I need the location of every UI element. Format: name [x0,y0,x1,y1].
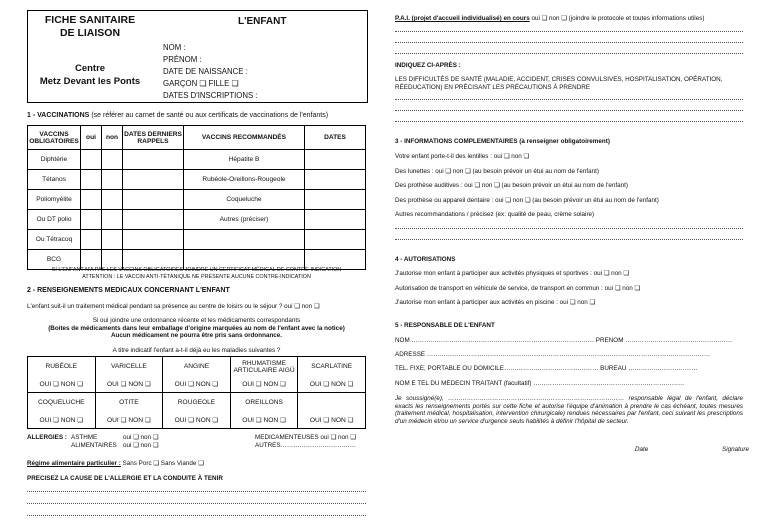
date-field[interactable] [305,170,366,190]
asthme-choice[interactable]: oui ❏ non ❏ [123,434,159,441]
disease-choice[interactable]: OUI ❏ NON ❏ [28,377,96,393]
disease-label: ROUGEOLE [163,393,231,413]
form-title [30,14,150,40]
vaccine-obligatoire: BCG [28,250,81,270]
vaccination-note-1: SI L'ENFANT N'A PAS LES VACCINS OBLIGATOIRES JOINDRE UN CERTIFICAT MÉDICAL DE CONTRE-INDICATION [51,267,342,273]
cause-title: PRECISEZ LA CAUSE DE L'ALLERGIE ET LA CONDUITE À TENIR [27,475,223,482]
allergies-alimentaires: ALIMENTAIRES [71,442,117,449]
diseases-question: A titre indicatif l'enfant a-t-il déjà eu les maladies suivantes ? [112,347,281,354]
vaccine-recommande: Rubéole-Oreillons-Rougeole [184,170,305,190]
field-inscriptions: DATES D'INSCRIPTIONS : [163,91,258,100]
col-non: non [102,126,123,150]
allergies-asthme: ASTHME [71,434,98,441]
field-naissance: DATE DE NAISSANCE : [163,67,248,76]
checkbox-oui[interactable] [81,190,102,210]
vaccine-obligatoire: Diphtérie [28,150,81,170]
allergies-autres[interactable]: AUTRES……………………………… [255,442,357,449]
col-recommandes: VACCINS RECOMMANDÉS [184,126,305,150]
vaccine-obligatoire: Ou DT polio [28,210,81,230]
disease-choice[interactable]: OUI ❏ NON ❏ [163,413,231,429]
checkbox-oui[interactable] [81,230,102,250]
cause-line[interactable] [27,503,366,504]
allergies-block [27,434,366,454]
ordonnance-line2: (Boites de médicaments dans leur emballage d'origine marquées au nom de l'enfant avec la notice) [48,324,345,332]
child-fields [163,42,257,102]
field-nom: NOM : [163,43,186,52]
checkbox-oui[interactable] [81,150,102,170]
vaccination-note-2: ATTENTION : LE VACCIN ANTI-TÉTANIQUE NE PRÉSENTE AUCUNE CONTRE-INDICATION [82,274,311,280]
disease-label: OTITE [95,393,163,413]
field-sexe: GARÇON ❏ FILLE ❏ [163,79,239,88]
pai-line [395,15,704,23]
signature-label: Signature [722,446,749,453]
col-rappels: DATES DERNIERS RAPPELS [123,126,184,150]
treatment-question: L'enfant suit-il un traitement médical pendant sa présence au centre de loisirs ou le séjour ? oui ❏ non ❏ [27,303,320,310]
info-lunettes[interactable]: Des lunettes : oui ❏ non ❏ (au besoin prévoir un étui au nom de l'enfant) [395,168,599,175]
checkbox-non[interactable] [102,190,123,210]
date-rappel-field[interactable] [123,210,184,230]
pai-options[interactable]: oui ❏ non ❏ (joindre le protocole et toutes informations utiles) [531,15,705,22]
checkbox-non[interactable] [102,150,123,170]
auth-piscine[interactable]: J'autorise mon enfant à participer aux activités en piscine : oui ❏ non ❏ [395,299,596,306]
disease-label: OREILLONS [230,393,298,413]
date-field[interactable] [305,150,366,170]
info-autres-line[interactable] [395,228,743,229]
info-lentilles[interactable]: Votre enfant porte-t-il des lentilles : oui ❏ non ❏ [395,153,530,160]
disease-choice[interactable]: OUI ❏ NON ❏ [95,377,163,393]
cause-line[interactable] [27,515,366,516]
vaccine-recommande: Hépatite B [184,150,305,170]
date-field[interactable] [305,230,366,250]
form-title-line2: DE LIAISON [59,27,121,39]
auth-activites[interactable]: J'autorise mon enfant à participer aux activités physiques et sportives : oui ❏ non ❏ [395,270,630,277]
checkbox-non[interactable] [102,170,123,190]
child-title: L'ENFANT [238,16,287,27]
date-rappel-field[interactable] [123,150,184,170]
field-prenom: PRÉNOM : [163,55,202,64]
pai-line-dots[interactable] [395,53,743,54]
centre-line1: Centre [74,63,106,74]
form-title-line1: FICHE SANITAIRE [44,14,136,26]
date-field[interactable] [305,190,366,210]
autorisations-title: 4 - AUTORISATIONS [395,256,456,263]
col-dates: DATES [305,126,366,150]
indiquez-line[interactable] [395,110,743,111]
centre-line2: Metz Devant les Ponts [39,76,141,87]
responsable-adresse[interactable]: ADRESSE ……………………………………………………………………………………………………………………… [395,351,711,358]
disease-label: ANGINE [163,357,231,377]
checkbox-oui[interactable] [81,210,102,230]
checkbox-oui[interactable] [81,170,102,190]
ordonnance-line1: Si oui joindre une ordonnance récente et les médicaments correspondants [92,317,301,324]
centre-name [30,62,150,88]
responsable-title: 5 - RESPONSABLE DE L'ENFANT [395,322,495,329]
auth-transport[interactable]: Autorisation de transport en véhicule de service, de transport en commun : oui ❏ non ❏ [395,285,641,292]
medical-title: 2 - RENSEIGNEMENTS MEDICAUX CONCERNANT L'ENFANT [27,287,230,294]
vaccine-recommande: Autres (préciser) [184,210,305,230]
date-rappel-field[interactable] [123,170,184,190]
vaccine-obligatoire: Ou Tétracoq [28,230,81,250]
responsable-tel[interactable]: TÉL. FIXE, PORTABLE OU DOMICILE……………………………………… BUREAU …………………………… [395,365,698,372]
disease-label [298,393,366,413]
info-prothese-dentaire[interactable]: Des prothèse ou appareil dentaire : oui ❏ non ❏ (au besoin prévoir un étui au nom de l'enfant) [395,197,659,204]
regime-options[interactable]: Sans Porc ❏ Sans Viande ❏ [122,460,204,467]
date-label: Date [635,446,649,453]
info-autres: Autres recommandations / précisez (ex: qualité de peau, crème solaire) [395,211,595,218]
regime-label: Régime alimentaire particulier : [27,460,121,467]
indiquez-text: LES DIFFICULTÉS DE SANTÉ (MALADIE, ACCIDENT, CRISES CONVULSIVES, HOSPITALISATION, OPÉRATION, RÉEDUCATION) EN PRÉCISANT LES PRÉCAUTIONS À PRENDRE [395,76,723,91]
disease-choice[interactable]: OUI ❏ NON ❏ [230,413,298,429]
disease-choice[interactable]: OUI ❏ NON ❏ [95,413,163,429]
disease-label: SCARLATINE [298,357,366,377]
indiquez-line[interactable] [395,99,743,100]
checkbox-non[interactable] [102,230,123,250]
date-rappel-field[interactable] [123,190,184,210]
vaccine-recommande [184,230,305,250]
disease-choice[interactable]: OUI ❏ NON ❏ [163,377,231,393]
indiquez-title: INDIQUEZ CI-APRÈS : [395,62,461,69]
col-obligatoires: VACCINS OBLIGATOIRES [28,126,81,150]
cause-line[interactable] [27,491,366,492]
disease-label: RUBÉOLE [28,357,96,377]
regime-line [27,460,204,468]
alimentaires-choice[interactable]: oui ❏ non ❏ [123,442,159,449]
diseases-table [27,356,366,429]
allergies-medicamenteuses[interactable]: MEDICAMENTEUSES oui ❏ non ❏ [255,434,356,441]
complementaires-title: 3 - INFORMATIONS COMPLEMENTAIRES (à renseigner obligatoirement) [395,138,610,145]
disease-label: RHUMATISME ARTICULAIRE AIGÜ [230,357,298,377]
disease-choice[interactable]: OUI ❏ NON ❏ [230,377,298,393]
indiquez-line[interactable] [395,121,743,122]
disease-choice[interactable]: OUI ❏ NON ❏ [28,413,96,429]
pai-label: P.A.I. (projet d'accueil individualisé) en cours [395,15,530,22]
vaccinations-subtitle: (se référer au carnet de santé ou aux certificats de vaccinations de l'enfants) [91,112,329,119]
vaccine-obligatoire: Poliomyélite [28,190,81,210]
pai-line-dots[interactable] [395,31,743,32]
disease-label: VARICELLE [95,357,163,377]
info-protheses-auditives[interactable]: Des prothèse auditives : oui ❏ non ❏ (au besoin prévoir un étui au nom de l'enfant) [395,182,629,189]
ordonnance-note [27,317,366,340]
date-rappel-field[interactable] [123,230,184,250]
date-field[interactable] [305,210,366,230]
vaccination-notes [27,267,366,281]
vaccinations-table [27,125,366,270]
disease-choice: OUI ❏ NON ❏ [298,413,366,429]
ordonnance-line3: Aucun médicament ne pourra être pris sans ordonnance. [110,332,283,339]
disease-choice[interactable]: OUI ❏ NON ❏ [298,377,366,393]
pai-line-dots[interactable] [395,42,743,43]
vaccinations-heading [27,111,328,120]
declaration-text: Je soussigné(e), ………………………………………………………………………… responsable légal de l'enfant, déclare exacts les renseignements portés sur cette fiche et autorise l'équipe d'animation à prendre le cas échéant, toutes mesures (traitement médical, hospitalisation, intervention chirurgicale) rendues nécessaires par l'enfant, ceci suivant les prescriptions d'un médecin et/ou un service d'urgence seuls habilités à définir l'hôpital de secteur. [395,395,743,425]
checkbox-non[interactable] [102,210,123,230]
responsable-nom[interactable]: NOM …………………………………………………………………………… PRENOM …………………………………………… [395,337,733,344]
allergies-label: ALLERGIES : [27,434,67,441]
vaccine-obligatoire: Tétanos [28,170,81,190]
responsable-medecin[interactable]: NOM E TÉL DU MÉDECIN TRAITANT (facultatif) ……………………………………………………………… [395,380,685,387]
vaccine-recommande: Coqueluche [184,190,305,210]
col-oui: oui [81,126,102,150]
info-autres-line[interactable] [395,239,743,240]
vaccinations-title: 1 - VACCINATIONS [27,112,90,119]
disease-label: COQUELUCHE [28,393,96,413]
